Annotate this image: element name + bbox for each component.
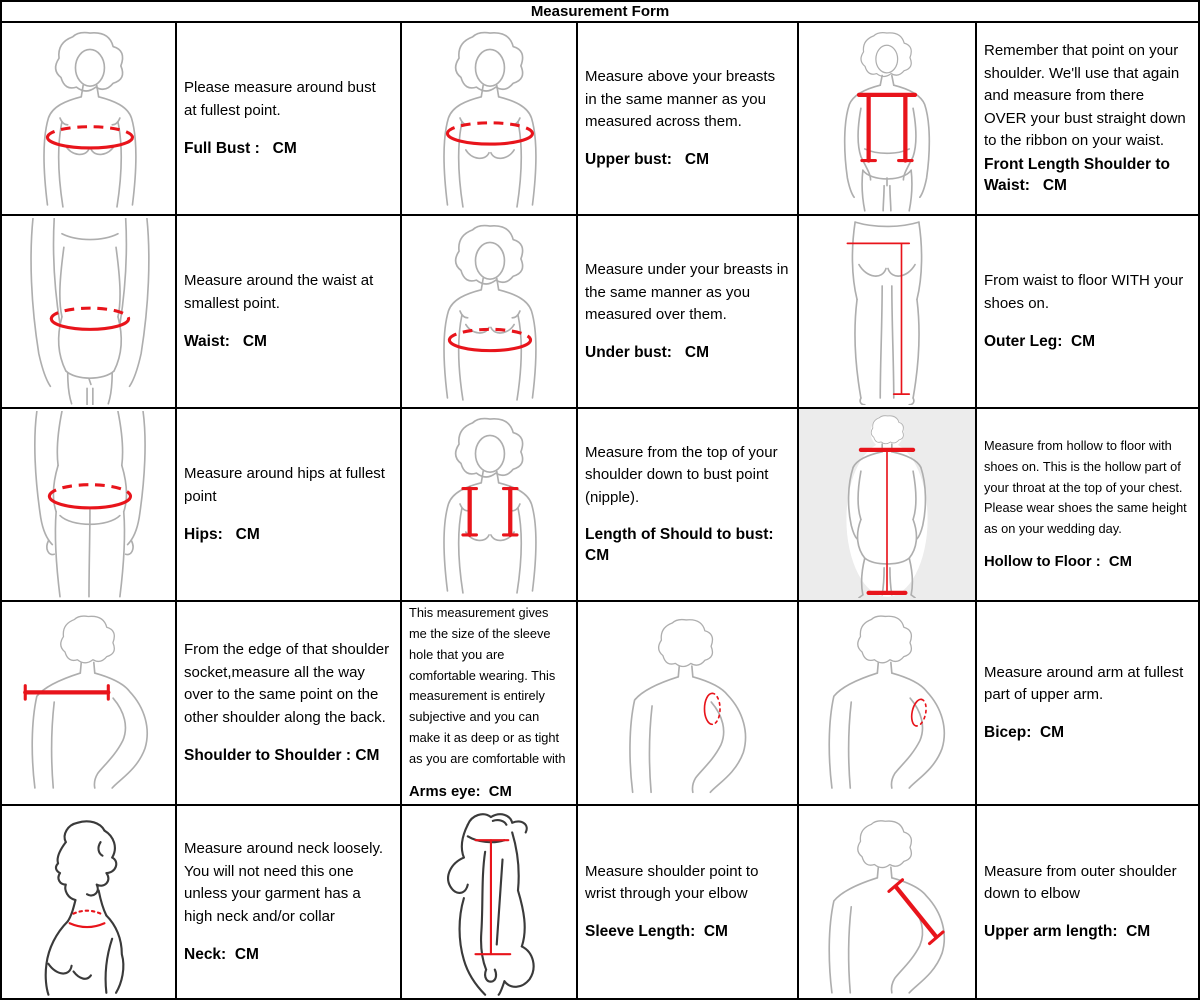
instruction-text: Measure from hollow to floor with shoes on. This is the hollow part of your throat at the top of your chest. Please wear shoes the same height as on your wedding day.: [984, 438, 1187, 536]
figure-cell-arms-eye: [578, 602, 799, 806]
page-title: Measurement Form: [2, 2, 1198, 23]
cell-shoulder-to-bust: [578, 409, 799, 602]
measurement-label: Bicep: CM: [984, 724, 1065, 742]
measurement-label: Shoulder to Shoulder : CM: [184, 746, 380, 764]
cell-hips: [177, 409, 402, 602]
figure-cell-shoulder-to-shoulder: [2, 602, 177, 806]
figure-cell-bicep: [799, 602, 977, 806]
cell-arms-eye: [402, 602, 578, 806]
bicep-figure: [801, 604, 973, 802]
upper-arm-length-figure: [801, 808, 973, 996]
instruction-text: Measure around hips at fullest point: [184, 465, 385, 505]
figure-cell-upper-arm-length: [799, 806, 977, 998]
instruction-text: Measure under your breasts in the same manner as you measured over them.: [585, 261, 789, 324]
cell-neck: [177, 806, 402, 998]
measurement-label: Front Length Shoulder to Waist: CM: [984, 155, 1175, 194]
upper-bust-figure: [404, 25, 574, 212]
figure-cell-hips: [2, 409, 177, 602]
instruction-text: From the edge of that shoulder socket,measure all the way over to the same point on the other shoulder along the back.: [184, 641, 390, 726]
figure-cell-hollow-to-floor: [799, 409, 977, 602]
cell-shoulder-to-shoulder: [177, 602, 402, 806]
cell-full-bust: [177, 23, 402, 216]
measurement-label: Full Bust : CM: [184, 139, 297, 157]
measurement-label: Sleeve Length: CM: [585, 923, 728, 941]
full-bust-figure: [4, 25, 173, 212]
instruction-text: Measure around neck loosely. You will not need this one unless your garment has a high neck and/or collar: [184, 840, 383, 925]
measurement-label: Outer Leg: CM: [984, 332, 1096, 350]
shoulder-to-bust-figure: [404, 411, 574, 598]
figure-cell-outer-leg: [799, 216, 977, 409]
instruction-text: Measure shoulder point to wrist through your elbow: [585, 862, 759, 903]
instruction-text: Measure around arm at fullest part of upper arm.: [984, 663, 1184, 704]
measurement-label: Upper arm length: CM: [984, 923, 1151, 941]
waist-figure: [4, 218, 173, 405]
figure-cell-neck: [2, 806, 177, 998]
measurement-label: Length of Should to bust: CM: [585, 526, 783, 565]
arms-eye-figure: [580, 604, 795, 802]
cell-hollow-to-floor: [977, 409, 1198, 602]
measurement-label: Neck: CM: [184, 945, 259, 963]
measurement-label: Arms eye: CM: [409, 783, 512, 800]
measurement-label: Hips: CM: [184, 525, 260, 543]
sleeve-length-figure: [404, 808, 574, 996]
instruction-text: Measure from the top of your shoulder down to bust point (nipple).: [585, 443, 778, 506]
instruction-text: Measure above your breasts in the same manner as you measured across them.: [585, 68, 776, 131]
front-length-figure: [801, 25, 973, 212]
cell-front-length: [977, 23, 1198, 216]
under-bust-figure: [404, 218, 574, 405]
figure-cell-full-bust: [2, 23, 177, 216]
figure-cell-under-bust: [402, 216, 578, 409]
measurement-label: Under bust: CM: [585, 343, 709, 361]
outer-leg-figure: [801, 218, 973, 405]
figure-cell-sleeve-length: [402, 806, 578, 998]
instruction-text: Measure around the waist at smallest point.: [184, 272, 374, 312]
figure-cell-shoulder-to-bust: [402, 409, 578, 602]
cell-under-bust: [578, 216, 799, 409]
neck-figure: [4, 808, 173, 996]
cell-outer-leg: [977, 216, 1198, 409]
cell-waist: [177, 216, 402, 409]
instruction-text: Measure from outer shoulder down to elbow: [984, 862, 1177, 903]
instruction-text: This measurement gives me the size of the sleeve hole that you are comfortable wearing. This measurement is entirely subjective and you can make it as deep or as tight as you are comfortable with: [409, 605, 566, 766]
figure-cell-upper-bust: [402, 23, 578, 216]
cell-upper-arm-length: [977, 806, 1198, 998]
instruction-text: Please measure around bust at fullest point.: [184, 79, 376, 119]
cell-sleeve-length: [578, 806, 799, 998]
figure-cell-waist: [2, 216, 177, 409]
figure-cell-front-length: [799, 23, 977, 216]
cell-bicep: [977, 602, 1198, 806]
hips-figure: [4, 411, 173, 598]
measurement-label: Waist: CM: [184, 332, 267, 350]
hollow-to-floor-figure: [801, 411, 973, 598]
measurement-label: Upper bust: CM: [585, 150, 709, 168]
instruction-text: Remember that point on your shoulder. We'll use that again and measure from there OVER your bust straight down to the ribbon on your waist.: [984, 42, 1186, 150]
measurement-label: Hollow to Floor : CM: [984, 553, 1132, 570]
cell-upper-bust: [578, 23, 799, 216]
shoulder-to-shoulder-figure: [4, 604, 173, 802]
instruction-text: From waist to floor WITH your shoes on.: [984, 272, 1184, 312]
